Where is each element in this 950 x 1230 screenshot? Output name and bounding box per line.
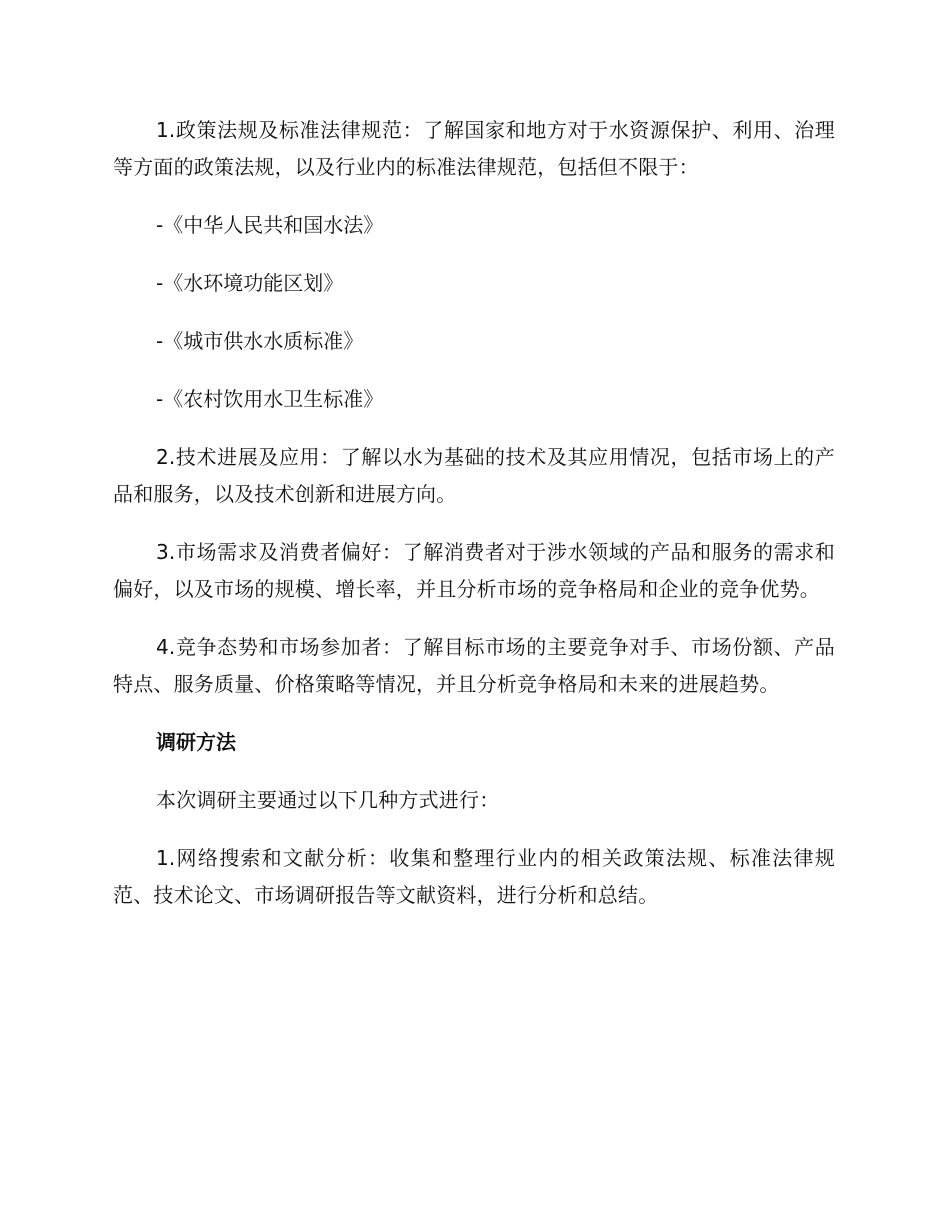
list-item-water-zoning: -《水环境功能区划》	[156, 271, 344, 295]
paragraph-policy: 1.政策法规及标准法律规范：了解国家和地方对于水资源保护、利用、治理等方面的政策法规，以及行业内的标准法律规范，包括但不限于：	[113, 118, 835, 179]
list-item-water-law: -《中华人民共和国水法》	[156, 213, 384, 237]
paragraph-technology: 2.技术进展及应用：了解以水为基础的技术及其应用情况，包括市场上的产品和服务，以及技术创新和进展方向。	[113, 445, 835, 506]
paragraph-competition: 4.竞争态势和市场参加者：了解目标市场的主要竞争对手、市场份额、产品特点、服务质量、价格策略等情况，并且分析竞争格局和未来的进展趋势。	[113, 635, 835, 696]
paragraph-method-intro: 本次调研主要通过以下几种方式进行：	[156, 788, 500, 812]
section-heading: 调研方法	[156, 730, 236, 754]
list-item-urban-supply-standard: -《城市供水水质标准》	[156, 329, 364, 353]
list-item-rural-drinking-standard: -《农村饮用水卫生标准》	[156, 387, 384, 411]
paragraph-literature-analysis: 1.网络搜索和文献分析：收集和整理行业内的相关政策法规、标准法律规范、技术论文、市场调研报告等文献资料，进行分析和总结。	[113, 846, 835, 907]
paragraph-market-demand: 3.市场需求及消费者偏好：了解消费者对于涉水领域的产品和服务的需求和偏好，以及市场的规模、增长率，并且分析市场的竞争格局和企业的竞争优势。	[113, 540, 835, 601]
document-body	[113, 112, 835, 914]
